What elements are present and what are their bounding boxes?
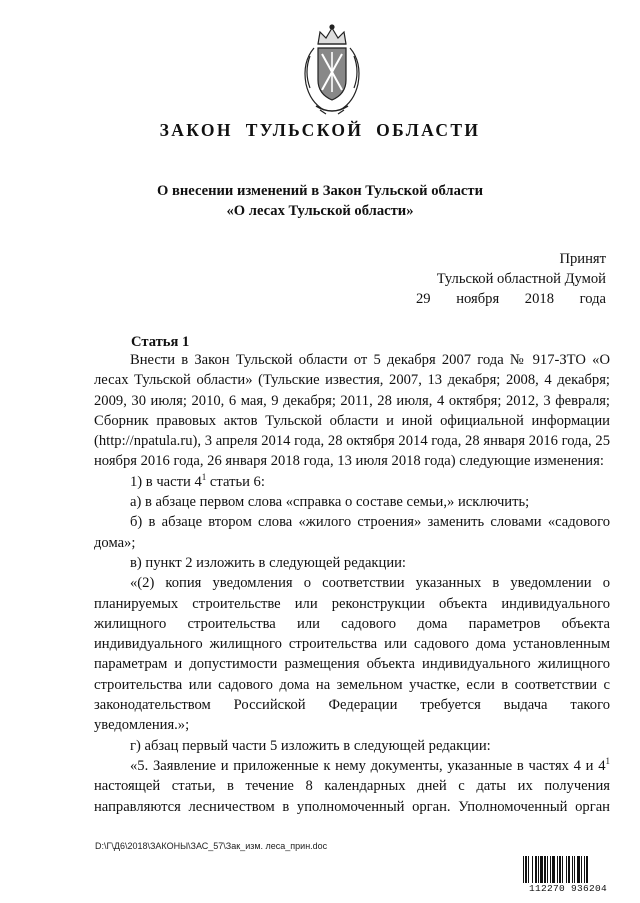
tula-coat-of-arms-icon bbox=[296, 22, 368, 118]
accepted-day: 29 bbox=[416, 291, 431, 307]
accepted-month: ноября bbox=[456, 291, 500, 307]
item-b: б) в абзаце втором слова «жилого строения» заменить словами «садового дома»; bbox=[94, 514, 610, 551]
article-body bbox=[94, 350, 610, 817]
accepted-by: Тульской областной Думой bbox=[436, 271, 606, 287]
accepted-year-word: года bbox=[579, 291, 606, 307]
quote-part-5: «5. Заявление и приложенные к нему документы, указанные в частях 4 и $4^1$ настоящей статьи, в течение 8 календарных дней с даты их получения направляются лесничеством в уполномоченный орган. Уполномоченный орган bbox=[94, 756, 610, 815]
barcode-number: 112270 936204 bbox=[522, 883, 614, 894]
subtitle-line-2: «О лесах Тульской области» bbox=[226, 203, 414, 219]
law-title: ЗАКОН ТУЛЬСКОЙ ОБЛАСТИ bbox=[159, 120, 481, 140]
accepted-year: 2018 bbox=[524, 291, 554, 307]
article-heading: Статья 1 bbox=[131, 334, 190, 350]
accepted-label: Принят bbox=[559, 251, 606, 267]
article-intro: Внести в Закон Тульской области от 5 декабря 2007 года № 917-ЗТО «О лесах Тульской области» (Тульские известия, 2007, 13 декабря; 2008, 4 декабря; 2009, 30 июля; 2010, 6 мая, 9 декабря; 2011, 28 июля, 4 октября; 2012, 3 февраля; Сборник правовых актов Тульской области и иной официальной информации (http://npatula.ru), 3 апреля 2014 года, 28 октября 2014 года, 28 января 2016 года, 25 ноября 2016 года, 26 января 2018 года, 13 июля 2018 года) следующие изменения: bbox=[94, 352, 610, 470]
accepted-block bbox=[416, 249, 606, 309]
file-path: D:\Г\Д6\2018\ЗАКОНЫ\ЗАС_57\Зак_изм. леса_прин.doc bbox=[95, 841, 328, 851]
item-1: 1) в части $4^1$ статьи 6: bbox=[130, 471, 265, 490]
item-v: в) пункт 2 изложить в следующей редакции: bbox=[130, 554, 406, 571]
quote-item-2: «(2) копия уведомления о соответствии указанных в уведомлении о планируемых строительстве или реконструкции объекта индивидуального жилищного строительства или садового дома параметров объекта индивидуального жилищного строительства или садового дома установленным параметрам и допустимости размещения объекта индивидуального жилищного строительства или садового дома на земельном участке, если в соответствии с законодательством Российской Федерации требуется выдача такого уведомления.»; bbox=[94, 575, 610, 734]
subtitle-line-1: О внесении изменений в Закон Тульской области bbox=[157, 183, 483, 199]
item-a: а) в абзаце первом слова «справка о составе семьи,» исключить; bbox=[130, 494, 530, 511]
item-g: г) абзац первый части 5 изложить в следующей редакции: bbox=[130, 737, 491, 754]
law-subtitle bbox=[0, 181, 640, 221]
